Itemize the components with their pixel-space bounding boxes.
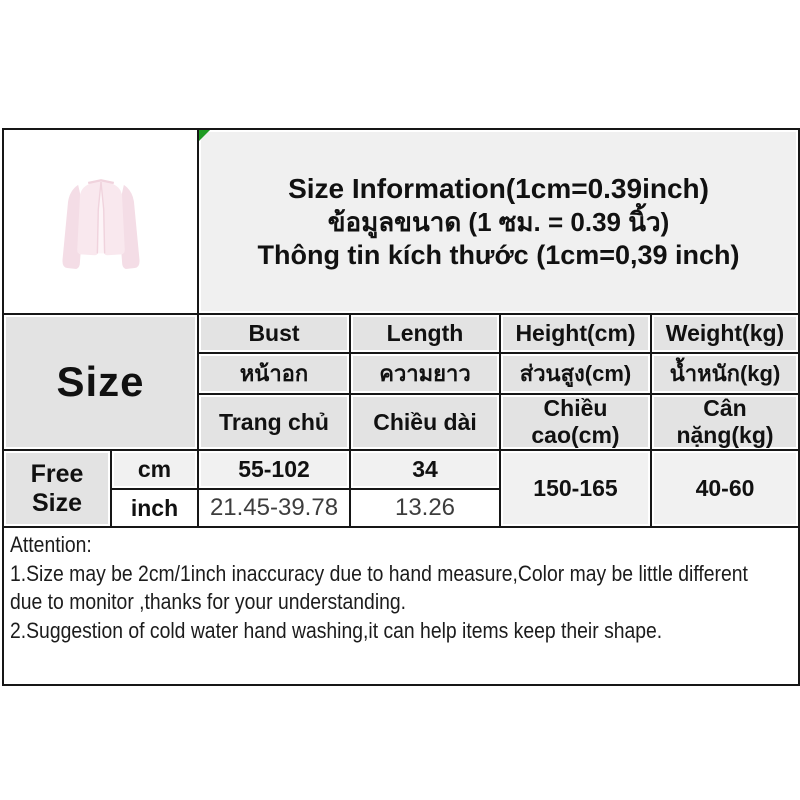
attention-line-3: 2.Suggestion of cold water hand washing,it can help items keep their shape.: [10, 617, 663, 643]
unit-inch-cell: inch: [111, 489, 198, 527]
corner-flag-icon: [199, 130, 210, 141]
attention-heading: Attention:: [10, 532, 92, 557]
header-length-vn: Chiều dài: [350, 394, 500, 450]
title-english: Size Information(1cm=0.39inch): [288, 172, 709, 204]
header-bust-vn: Trang chủ: [198, 394, 350, 450]
header-length-th: ความยาว: [350, 353, 500, 394]
header-height-th: ส่วนสูง(cm): [500, 353, 651, 394]
free-size-cell: [3, 450, 111, 527]
attention-line-1: 1.Size may be 2cm/1inch inaccuracy due to hand measure,Color may be little different: [10, 560, 748, 586]
attention-note: [3, 527, 799, 685]
free-size-label: Free Size: [30, 459, 84, 517]
cardigan-illustration: [37, 162, 165, 290]
header-length-en: Length: [350, 314, 500, 353]
title-thai: ข้อมูลขนาด (1 ซม. = 0.39 นิ้ว): [327, 206, 670, 237]
header-weight-vn: Cân nặng(kg): [651, 394, 799, 450]
size-corner-cell: [3, 314, 198, 450]
bust-inch-value: 21.45-39.78: [198, 489, 350, 527]
length-inch-value: 13.26: [350, 489, 500, 527]
length-cm-value: 34: [350, 450, 500, 489]
unit-cm-cell: cm: [111, 450, 198, 489]
size-chart-table: [2, 128, 800, 686]
product-image-cell: [3, 129, 198, 314]
header-height-en: Height(cm): [500, 314, 651, 353]
height-range-value: 150-165: [500, 450, 651, 527]
bust-cm-value: 55-102: [198, 450, 350, 489]
size-corner-label: Size: [56, 358, 145, 405]
header-height-vn: Chiều cao(cm): [500, 394, 651, 450]
header-weight-th: น้ำหนัก(kg): [651, 353, 799, 394]
product-image-cardigan: [4, 154, 197, 290]
title-vietnamese: Thông tin kích thước (1cm=0,39 inch): [257, 239, 740, 270]
header-bust-th: หน้าอก: [198, 353, 350, 394]
weight-range-value: 40-60: [651, 450, 799, 527]
title-cell: [198, 129, 799, 314]
header-weight-en: Weight(kg): [651, 314, 799, 353]
attention-line-2: due to monitor ,thanks for your understanding.: [10, 589, 407, 614]
header-bust-en: Bust: [198, 314, 350, 353]
